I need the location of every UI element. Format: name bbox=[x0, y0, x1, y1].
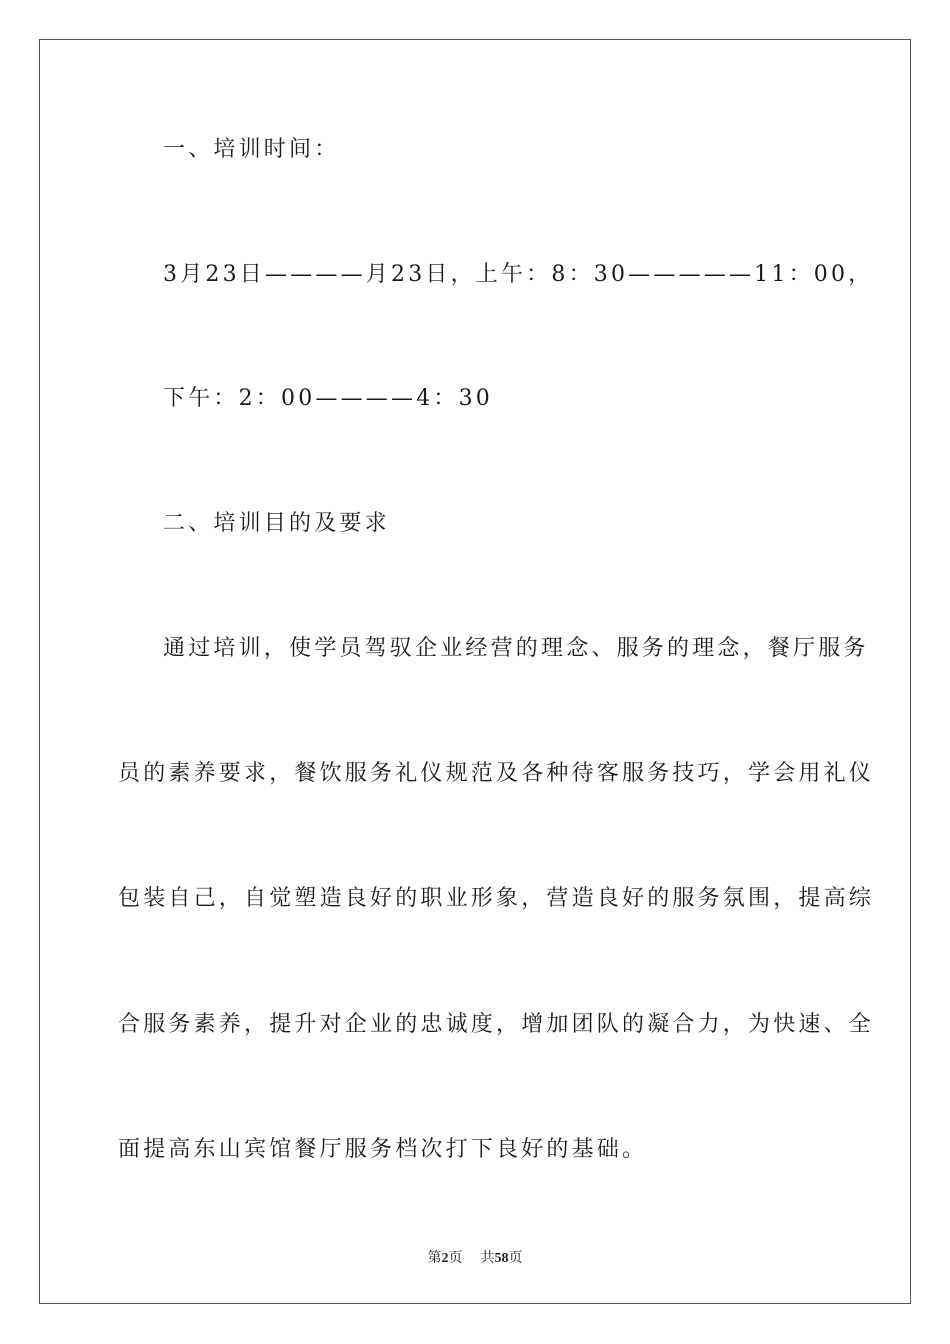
paragraph-line-3: 包装自己，自觉塑造良好的职业形象，营造良好的服务氛围，提高综 bbox=[118, 886, 875, 911]
paragraph-line-5: 面提高东山宾馆餐厅服务档次打下良好的基础。 bbox=[118, 1137, 648, 1162]
training-afternoon-line: 下午：2：00————4：30 bbox=[163, 386, 493, 411]
heading-training-goals: 二、培训目的及要求 bbox=[163, 511, 390, 536]
footer-total-prefix: 共 bbox=[480, 1251, 495, 1266]
footer-total-suffix: 页 bbox=[508, 1251, 523, 1266]
page-footer bbox=[0, 1247, 950, 1267]
paragraph-line-2: 员的素养要求，餐饮服务礼仪规范及各种待客服务技巧，学会用礼仪 bbox=[118, 761, 875, 786]
footer-page-prefix: 第 bbox=[427, 1251, 442, 1266]
footer-page-suffix: 页 bbox=[448, 1251, 463, 1266]
paragraph-line-4: 合服务素养，提升对企业的忠诚度，增加团队的凝合力，为快速、全 bbox=[118, 1012, 875, 1037]
paragraph-line-1: 通过培训，使学员驾驭企业经营的理念、服务的理念，餐厅服务 bbox=[163, 636, 869, 661]
heading-training-time: 一、培训时间： bbox=[163, 137, 340, 162]
training-date-line: 3月23日————月23日，上午：8：30—————11：00， bbox=[163, 262, 874, 287]
footer-page-number: 2 bbox=[441, 1251, 449, 1266]
page-border bbox=[39, 39, 911, 1304]
footer-total-pages: 58 bbox=[494, 1251, 509, 1266]
